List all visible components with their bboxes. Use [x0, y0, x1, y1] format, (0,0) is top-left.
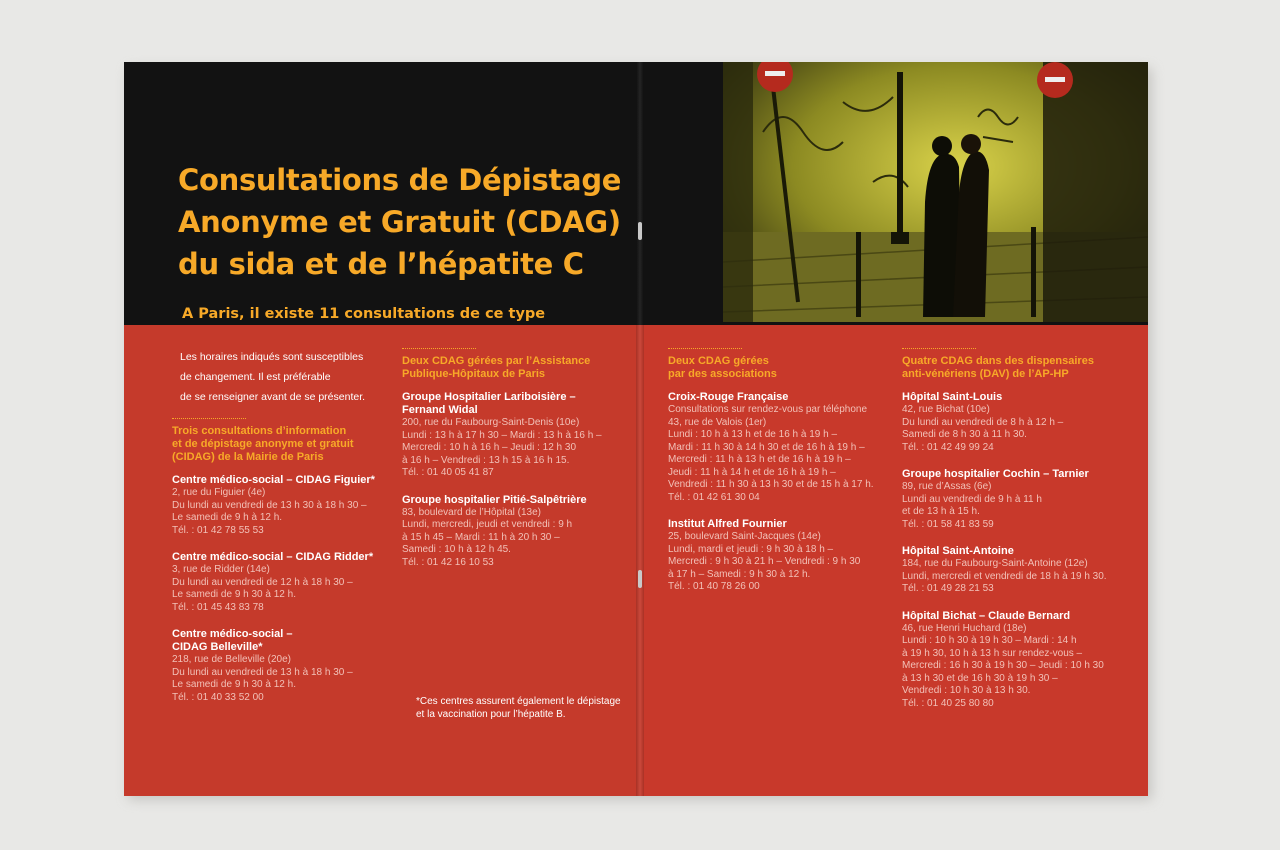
entry-address: 2, rue du Figuier (4e)	[172, 487, 266, 498]
entry-phone: Tél. : 01 42 61 30 04	[668, 491, 760, 503]
entry-alfred-fournier	[668, 518, 874, 594]
entry-saint-antoine	[902, 545, 1107, 596]
entry-cidag-belleville	[172, 628, 375, 704]
group-title	[172, 418, 354, 464]
entry-saint-louis	[902, 391, 1107, 454]
entry-name: Institut Alfred Fournier	[668, 518, 787, 530]
group-title-line: Trois consultations d’information	[172, 425, 347, 437]
footnote-line: et la vaccination pour l’hépatite B.	[416, 709, 566, 720]
entry-address: 184, rue du Faubourg-Saint-Antoine (12e)	[902, 558, 1088, 569]
entry-address: 89, rue d’Assas (6e)	[902, 481, 992, 492]
group-cidag-mairie	[172, 418, 375, 704]
entry-hours: Du lundi au vendredi de 12 h à 18 h 30 –	[172, 576, 353, 588]
group-title	[902, 348, 1094, 381]
entry-hours: à 17 h – Samedi : 9 h 30 à 12 h.	[668, 568, 811, 580]
entry-hours: Mercredi : 16 h 30 à 19 h 30 – Jeudi : 10 h 30	[902, 660, 1104, 671]
group-title	[402, 348, 591, 381]
entry-hours: à 19 h 30, 10 h à 13 h sur rendez-vous –	[902, 647, 1083, 659]
right-page	[640, 62, 1148, 796]
group-title-line: Publique-Hôpitaux de Paris	[402, 368, 546, 380]
entry-name: Croix-Rouge Française	[668, 391, 789, 403]
entry-hours: Lundi, mardi et jeudi : 9 h 30 à 18 h –	[668, 543, 834, 555]
group-title	[668, 348, 777, 381]
entry-name: Hôpital Bichat – Claude Bernard	[902, 609, 1071, 622]
entry-hours: Mercredi : 10 h à 16 h – Jeudi : 12 h 30	[402, 442, 576, 453]
group-title-line: (CIDAG) de la Mairie de Paris	[172, 451, 324, 463]
entry-phone: Tél. : 01 58 41 83 59	[902, 518, 994, 530]
footnote	[416, 695, 621, 721]
title-line-2: Anonyme et Gratuit (CDAG)	[178, 205, 621, 239]
entry-hours: et de 13 h à 15 h.	[902, 506, 980, 517]
entry-hours: Du lundi au vendredi de 13 h 30 à 18 h 30 –	[172, 499, 367, 511]
title-line-3: du sida et de l’hépatite C	[178, 247, 584, 281]
group-title-line: Deux CDAG gérées	[668, 355, 769, 367]
group-title-line: par des associations	[668, 368, 777, 380]
entry-hours: Le samedi de 9 h 30 à 12 h.	[172, 589, 296, 600]
group-title-line: et de dépistage anonyme et gratuit	[172, 438, 354, 450]
entry-hours: Lundi : 10 h à 13 h et de 16 h à 19 h –	[668, 429, 838, 440]
entry-hours: Lundi : 13 h à 17 h 30 – Mardi : 13 h à 16 h –	[402, 429, 602, 441]
entry-phone: Tél. : 01 42 49 99 24	[902, 441, 994, 453]
footnote-line: *Ces centres assurent également le dépistage	[416, 696, 621, 707]
entry-note: Consultations sur rendez-vous par téléphone	[668, 404, 868, 415]
entry-phone: Tél. : 01 45 43 83 78	[172, 601, 264, 613]
street-photo	[723, 62, 1148, 322]
entry-name: Hôpital Saint-Louis	[902, 391, 1003, 403]
group-title-line: anti-vénériens (DAV) de l’AP-HP	[902, 368, 1069, 380]
entry-address: 43, rue de Valois (1er)	[668, 416, 767, 428]
entry-hours: Mercredi : 11 h à 13 h et de 16 h à 19 h –	[668, 454, 851, 465]
entry-phone: Tél. : 01 40 78 26 00	[668, 581, 760, 592]
intro-note-line: Les horaires indiqués sont susceptibles	[180, 351, 364, 363]
entry-lariboisiere	[402, 391, 602, 480]
left-page	[124, 62, 640, 796]
group-associations	[668, 348, 874, 594]
entry-hours: à 13 h 30 et de 16 h 30 à 19 h 30 –	[902, 672, 1058, 684]
entry-hours: Du lundi au vendredi de 13 h à 18 h 30 –	[172, 666, 353, 678]
street-photo-illustration	[723, 62, 1148, 322]
entry-pitie-salpetriere	[402, 494, 602, 570]
entry-phone: Tél. : 01 42 16 10 53	[402, 556, 494, 568]
booklet-spine	[636, 62, 644, 796]
intro-note	[180, 347, 365, 407]
entry-hours: Le samedi de 9 h à 12 h.	[172, 512, 283, 523]
entry-hours: Samedi de 8 h 30 à 11 h 30.	[902, 429, 1027, 440]
entry-hours: Lundi au vendredi de 9 h à 11 h	[902, 493, 1042, 505]
entry-bichat-claude-bernard	[902, 610, 1107, 711]
entry-hours: à 15 h 45 – Mardi : 11 h à 20 h 30 –	[402, 531, 560, 543]
entry-name: Hôpital Saint-Antoine	[902, 545, 1014, 557]
entry-address: 218, rue de Belleville (20e)	[172, 654, 291, 665]
entry-hours: Mercredi : 9 h 30 à 21 h – Vendredi : 9 h 30	[668, 556, 861, 567]
entry-hours: Lundi, mercredi, jeudi et vendredi : 9 h	[402, 519, 573, 530]
entry-address: 46, rue Henri Huchard (18e)	[902, 622, 1027, 634]
entry-address: 42, rue Bichat (10e)	[902, 404, 990, 415]
entry-name: Groupe hospitalier Cochin – Tarnier	[902, 468, 1089, 480]
entry-cidag-ridder	[172, 551, 375, 614]
entry-hours: Du lundi au vendredi de 8 h à 12 h –	[902, 416, 1064, 428]
entry-phone: Tél. : 01 49 28 21 53	[902, 583, 994, 594]
entry-hours: Vendredi : 11 h 30 à 13 h 30 et de 15 h à 17 h.	[668, 479, 874, 490]
entry-cochin-tarnier	[902, 468, 1107, 531]
entry-hours: à 16 h – Vendredi : 13 h 15 à 16 h 15.	[402, 454, 570, 466]
entry-hours: Le samedi de 9 h 30 à 12 h.	[172, 679, 296, 690]
title-line-1: Consultations de Dépistage	[178, 163, 622, 197]
entry-address: 200, rue du Faubourg-Saint-Denis (10e)	[402, 417, 580, 428]
group-title-line: Deux CDAG gérées par l’Assistance	[402, 355, 591, 367]
staple-top	[638, 222, 642, 240]
entry-name: Centre médico-social – CIDAG Figuier*	[172, 474, 375, 486]
group-title-line: Quatre CDAG dans des dispensaires	[902, 355, 1094, 367]
page-subtitle: A Paris, il existe 11 consultations de ce type	[182, 306, 546, 322]
page-title	[178, 159, 621, 285]
entry-cidag-figuier	[172, 474, 375, 537]
intro-note-line: de changement. Il est préférable	[180, 371, 331, 383]
entry-address: 3, rue de Ridder (14e)	[172, 564, 270, 575]
entry-hours: Samedi : 10 h à 12 h 45.	[402, 544, 511, 555]
entry-hours: Vendredi : 10 h 30 à 13 h 30.	[902, 685, 1031, 696]
entry-name: Groupe Hospitalier Lariboisière – Fernand Widal	[402, 391, 576, 416]
entry-address: 25, boulevard Saint-Jacques (14e)	[668, 531, 821, 542]
staple-bottom	[638, 570, 642, 588]
entry-phone: Tél. : 01 40 33 52 00	[172, 691, 264, 703]
entry-phone: Tél. : 01 42 78 55 53	[172, 524, 264, 536]
entry-name: Centre médico-social – CIDAG Ridder*	[172, 551, 374, 563]
entry-phone: Tél. : 01 40 05 41 87	[402, 467, 494, 478]
intro-note-line: de se renseigner avant de se présenter.	[180, 391, 366, 403]
entry-hours: Lundi : 10 h 30 à 19 h 30 – Mardi : 14 h	[902, 635, 1077, 646]
entry-name: Centre médico-social – CIDAG Belleville*	[172, 628, 293, 653]
entry-hours: Jeudi : 11 h à 14 h et de 16 h à 19 h –	[668, 466, 836, 478]
entry-croix-rouge	[668, 391, 874, 504]
group-dav-ap-hp	[902, 348, 1107, 710]
entry-address: 83, boulevard de l’Hôpital (13e)	[402, 506, 541, 518]
entry-name: Groupe hospitalier Pitié-Salpêtrière	[402, 493, 587, 506]
group-ap-hp	[402, 348, 602, 569]
entry-phone: Tél. : 01 40 25 80 80	[902, 697, 994, 709]
entry-hours: Mardi : 11 h 30 à 14 h 30 et de 16 h à 19 h –	[668, 441, 865, 453]
entry-hours: Lundi, mercredi et vendredi de 18 h à 19 h 30.	[902, 570, 1107, 582]
